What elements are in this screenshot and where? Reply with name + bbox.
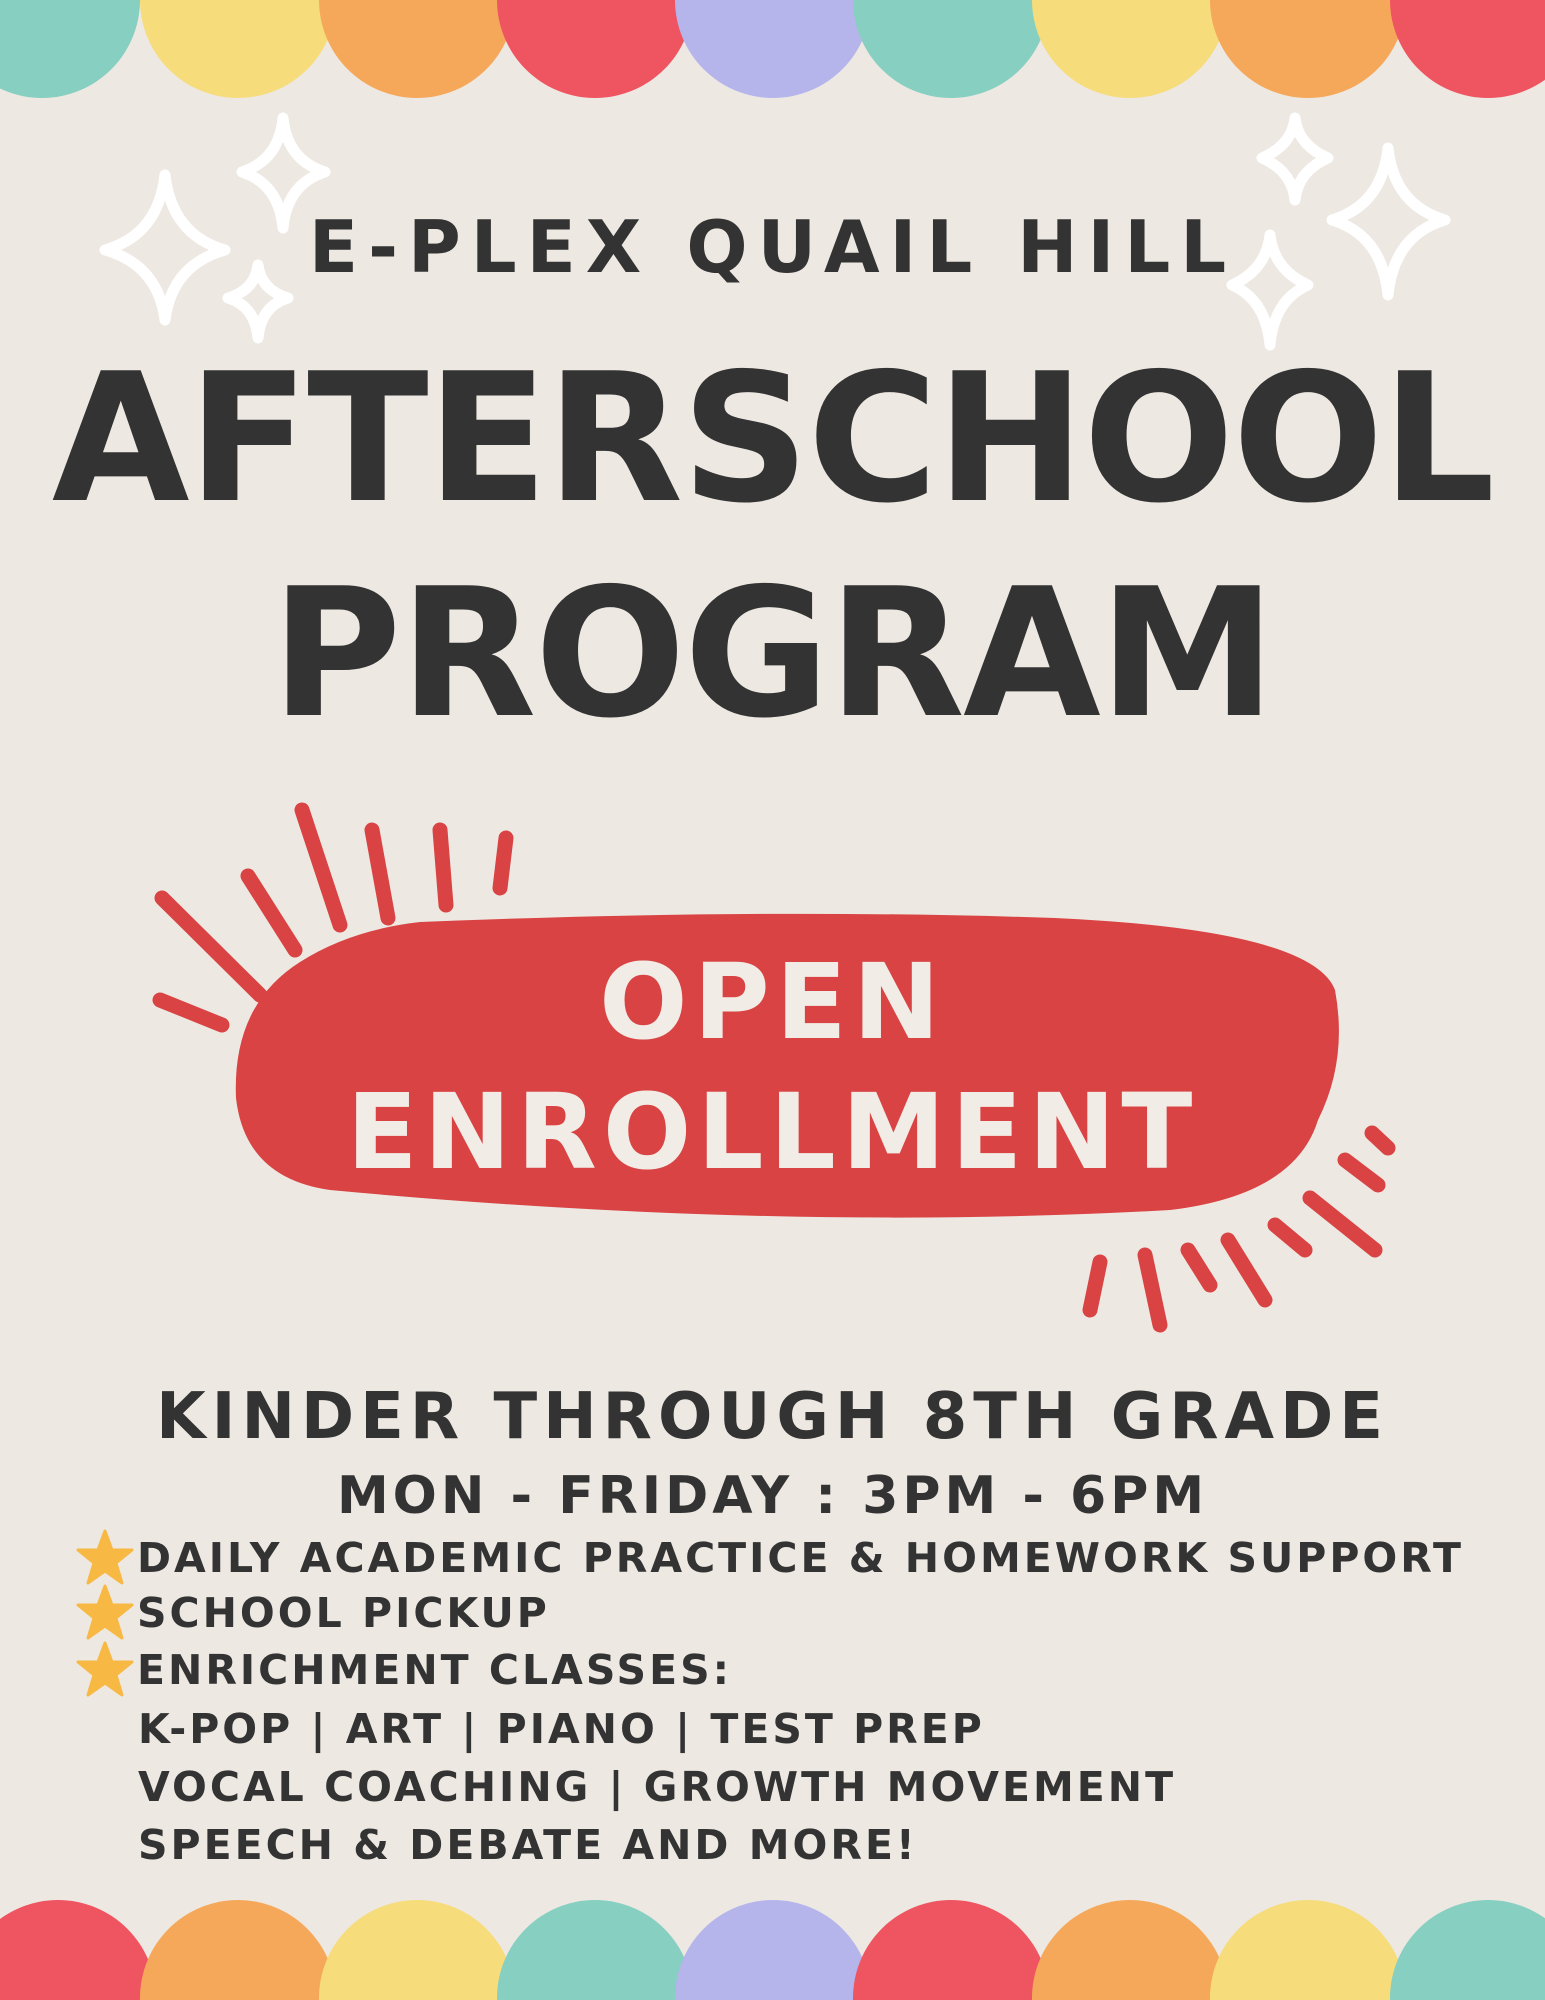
feature-label: SCHOOL PICKUP	[137, 1589, 550, 1637]
enrichment-classes-line: K-POP | ART | PIANO | TEST PREP	[138, 1705, 985, 1753]
feature-item	[75, 1585, 550, 1641]
enrichment-classes-line: SPEECH & DEBATE AND MORE!	[138, 1821, 918, 1869]
program-title-line2: PROGRAM	[271, 550, 1274, 757]
feature-item	[75, 1642, 732, 1698]
location-subtitle: E-PLEX QUAIL HILL	[308, 205, 1237, 289]
enrollment-badge-line2: ENROLLMENT	[346, 1071, 1199, 1193]
program-title-line1: AFTERSCHOOL	[51, 335, 1494, 542]
star-icon	[75, 1583, 135, 1643]
enrollment-badge-line1: OPEN	[599, 941, 946, 1063]
star-icon	[75, 1640, 135, 1700]
feature-label: ENRICHMENT CLASSES:	[137, 1646, 733, 1694]
feature-label: DAILY ACADEMIC PRACTICE & HOMEWORK SUPPORT	[137, 1534, 1464, 1582]
top-circle-border	[0, 0, 1545, 98]
schedule-hours: MON - FRIDAY : 3PM - 6PM	[336, 1466, 1209, 1526]
grade-range: KINDER THROUGH 8TH GRADE	[156, 1380, 1389, 1454]
enrichment-classes-line: VOCAL COACHING | GROWTH MOVEMENT	[138, 1763, 1177, 1811]
star-icon	[75, 1528, 135, 1588]
feature-item	[75, 1530, 1464, 1586]
bottom-circle-border	[0, 1900, 1545, 2000]
